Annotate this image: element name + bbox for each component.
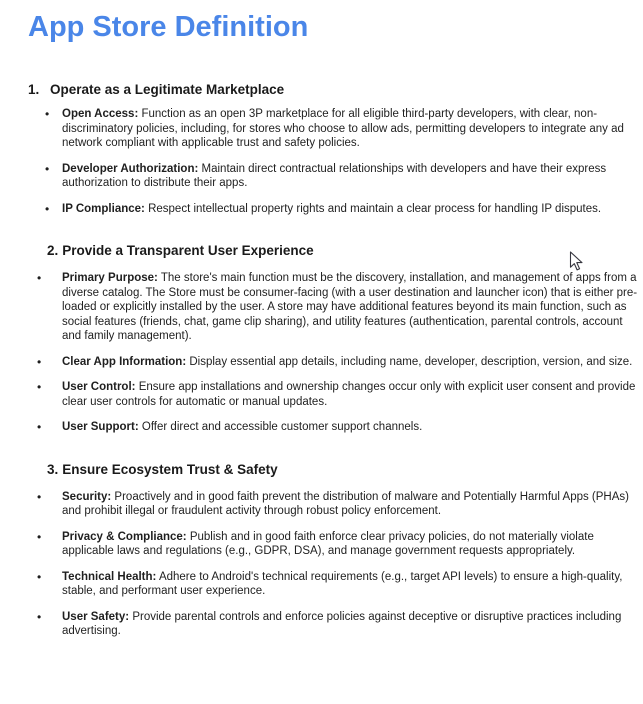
section-heading-text: Operate as a Legitimate Marketplace <box>50 82 285 97</box>
bullet-text: Respect intellectual property rights and maintain a clear process for handling IP disputes. <box>148 202 602 215</box>
bullet-label: IP Compliance: <box>62 202 145 215</box>
section-heading <box>47 243 643 258</box>
section-number: 2. <box>47 243 59 258</box>
bullet-label: User Control: <box>62 381 136 393</box>
bullet-label: Primary Purpose: <box>62 272 158 284</box>
section-heading <box>47 462 643 477</box>
bullet-label: Technical Health: <box>62 570 157 583</box>
bullet-list <box>0 107 643 216</box>
bullet-label: Security: <box>62 490 112 503</box>
bullet-label: Privacy & Compliance: <box>62 530 187 543</box>
bullet-text: Adhere to Android's technical requirements (e.g., target API levels) to ensure a high-quality, stable, and performant user experience. <box>62 570 623 597</box>
bullet-text: Offer direct and accessible customer support channels. <box>141 421 423 433</box>
bullet-text: Provide parental controls and enforce policies against deceptive or disruptive practices including advertising. <box>62 610 622 637</box>
page-title: App Store Definition <box>28 11 309 43</box>
bullet-label: User Safety: <box>62 610 130 623</box>
bullet-text: Maintain direct contractual relationships with developers and have their express authorization to distribute their apps. <box>62 162 607 189</box>
bullet-text: Ensure app installations and ownership changes occur only with explicit user consent and provide clear user controls for automatic or manual updates. <box>62 381 636 408</box>
bullet-text: Publish and in good faith enforce clear privacy policies, do not materially violate applicable laws and regulations (e.g., GDPR, DSA), and manage government requests appropriately. <box>62 530 594 557</box>
document-body <box>0 82 643 639</box>
section-heading <box>28 82 643 97</box>
bullet-item <box>0 570 643 599</box>
bullet-item <box>0 420 643 435</box>
bullet-text: Function as an open 3P marketplace for all eligible third-party developers, with clear, non-discriminatory policies, including, for stores who choose to allow ads, permitting developers to integrate any ad network compliant with applicable trust and safety policies. <box>62 108 624 149</box>
section <box>0 462 643 639</box>
bullet-item <box>0 202 643 217</box>
section-number: 3. <box>47 461 59 477</box>
bullet-item <box>0 162 643 191</box>
bullet-item <box>0 490 643 519</box>
bullet-label: User Support: <box>62 421 139 433</box>
bullet-item <box>0 107 643 151</box>
bullet-label: Clear App Information: <box>62 355 187 368</box>
bullet-text: The store's main function must be the discovery, installation, and management of apps from a diverse catalog. The Store must be consumer-facing (with a user destination and launcher icon) that is either pre-loaded or explicitly installed by the user. A store may have additional features beyond its main function, such as social features (friends, chat, game clip sharing), and utility features (authentication, parental controls, account and family management). <box>62 272 638 342</box>
section <box>0 82 643 216</box>
section-heading-text: Ensure Ecosystem Trust & Safety <box>62 461 278 477</box>
bullet-item <box>0 380 643 409</box>
bullet-item <box>0 271 643 344</box>
bullet-item <box>0 530 643 559</box>
bullet-item <box>0 610 643 639</box>
section-number: 1. <box>28 82 40 97</box>
section <box>0 243 643 435</box>
bullet-text: Display essential app details, including name, developer, description, version, and size. <box>189 355 633 368</box>
bullet-item <box>0 355 643 370</box>
section-heading-text: Provide a Transparent User Experience <box>62 243 314 258</box>
bullet-label: Developer Authorization: <box>62 162 199 175</box>
bullet-text: Proactively and in good faith prevent the distribution of malware and Potentially Harmful Apps (PHAs) and prohibit illegal or fraudulent activity through robust policy enforcement. <box>62 490 629 517</box>
bullet-list <box>0 490 643 639</box>
bullet-label: Open Access: <box>62 108 139 120</box>
bullet-list <box>0 271 643 435</box>
